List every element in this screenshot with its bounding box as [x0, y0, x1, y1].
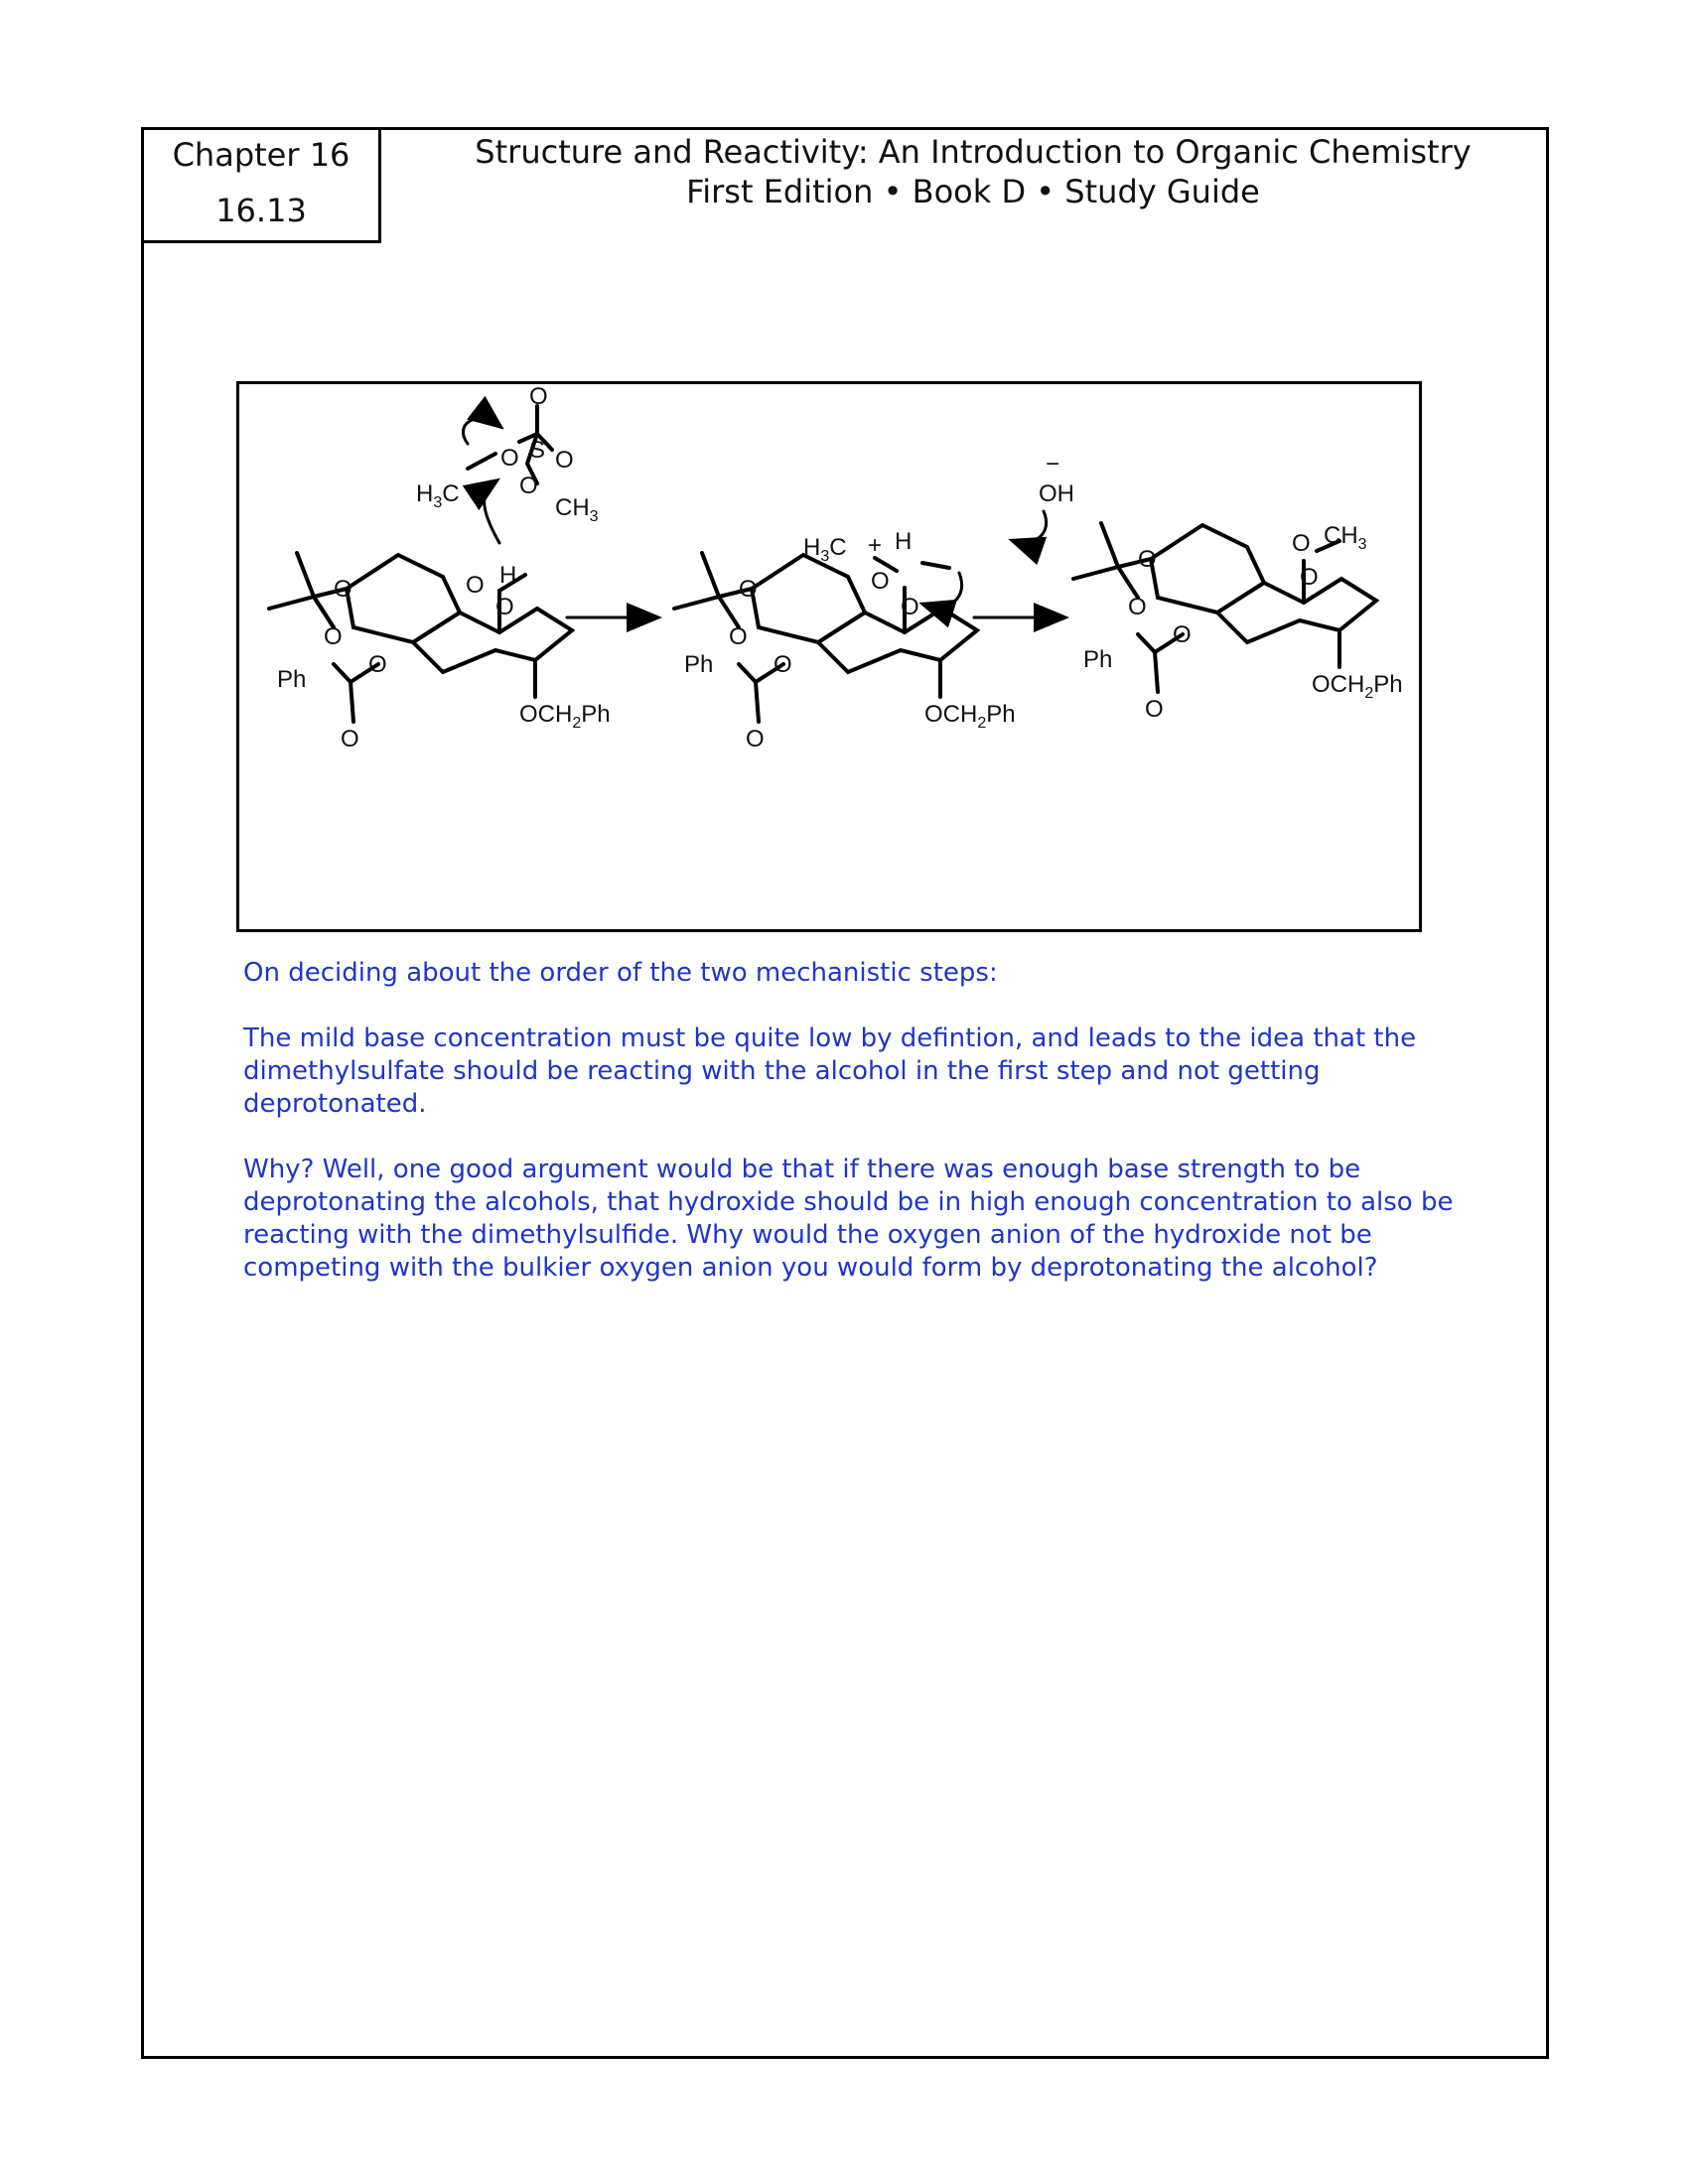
- svg-text:O: O: [529, 384, 548, 410]
- svg-text:O: O: [1128, 594, 1147, 620]
- svg-text:H3C: $H_3C$: [416, 480, 460, 511]
- mol2-labels: [684, 451, 1074, 752]
- svg-text:O: O: [334, 576, 352, 603]
- notes-paragraph-2: The mild base concentration must be quite low by defintion, and leads to the idea that the dimethylsulfate should be reacting with the alcohol in the first step and not getting deprotonated.: [243, 1024, 1417, 1119]
- notes-paragraph-1: On deciding about the order of the two mechanistic steps:: [243, 958, 998, 988]
- svg-text:CH3: $CH_3$: [555, 494, 599, 525]
- svg-text:OCH2Ph: $OCH_2Ph$: [519, 701, 611, 732]
- svg-text:O: O: [774, 651, 792, 678]
- svg-text:O: O: [466, 572, 485, 599]
- svg-text:O: O: [324, 623, 343, 650]
- svg-text:O: O: [871, 568, 890, 595]
- svg-text:−: −: [1046, 451, 1060, 478]
- section-number: 16.13: [215, 192, 307, 229]
- svg-text:OCH2Ph: $OCH_2Ph$: [1312, 671, 1403, 702]
- svg-text:S: S: [529, 437, 546, 464]
- svg-text:O: O: [901, 594, 919, 620]
- svg-text:H: H: [895, 528, 913, 555]
- book-edition: First Edition • Book D • Study Guide: [686, 173, 1260, 210]
- study-notes: [243, 957, 1465, 1317]
- svg-text:OCH2Ph: $OCH_2Ph$: [924, 701, 1016, 732]
- svg-text:+: +: [868, 532, 883, 559]
- svg-text:O: O: [1145, 696, 1164, 723]
- mechanism-scheme: [236, 381, 1422, 932]
- chapter-label: Chapter 16: [172, 136, 351, 174]
- svg-text:O: O: [1173, 621, 1192, 648]
- svg-text:O: O: [555, 447, 574, 474]
- chapter-box: [141, 127, 381, 243]
- svg-text:O: O: [1292, 530, 1311, 557]
- svg-text:Ph: Ph: [1083, 646, 1113, 673]
- svg-text:Ph: Ph: [277, 666, 307, 693]
- svg-text:OH: OH: [1039, 480, 1074, 507]
- mechanism-drawing: [239, 384, 1425, 935]
- svg-text:O: O: [739, 576, 758, 603]
- svg-text:O: O: [500, 445, 519, 472]
- svg-text:O: O: [341, 726, 359, 752]
- svg-text:H3C: $H_3C$: [803, 534, 847, 565]
- notes-paragraph-3: Why? Well, one good argument would be that if there was enough base strength to be deprotonating the alcohols, that hydroxide should be in high enough concentration to also be reacting with the dimethylsulfide. Why would the oxygen anion of the hydroxide not be competing with the bulkier oxygen anion you would form by deprotonating the alcohol?: [243, 1155, 1454, 1283]
- svg-text:O: O: [368, 651, 387, 678]
- svg-text:CH3: $CH_3$: [1324, 522, 1367, 553]
- mol1-labels: [277, 384, 611, 752]
- svg-text:O: O: [1138, 546, 1157, 573]
- book-title: Structure and Reactivity: An Introduction to Organic Chemistry: [475, 133, 1472, 171]
- molecule-1: [269, 553, 572, 722]
- mol3-labels: [1083, 522, 1403, 723]
- svg-text:O: O: [1300, 564, 1319, 591]
- svg-text:H: H: [499, 562, 517, 589]
- svg-text:Ph: Ph: [684, 651, 714, 678]
- svg-text:O: O: [495, 594, 514, 620]
- svg-text:O: O: [519, 473, 538, 499]
- svg-text:O: O: [729, 623, 748, 650]
- svg-text:O: O: [746, 726, 765, 752]
- molecule-2: [674, 553, 977, 722]
